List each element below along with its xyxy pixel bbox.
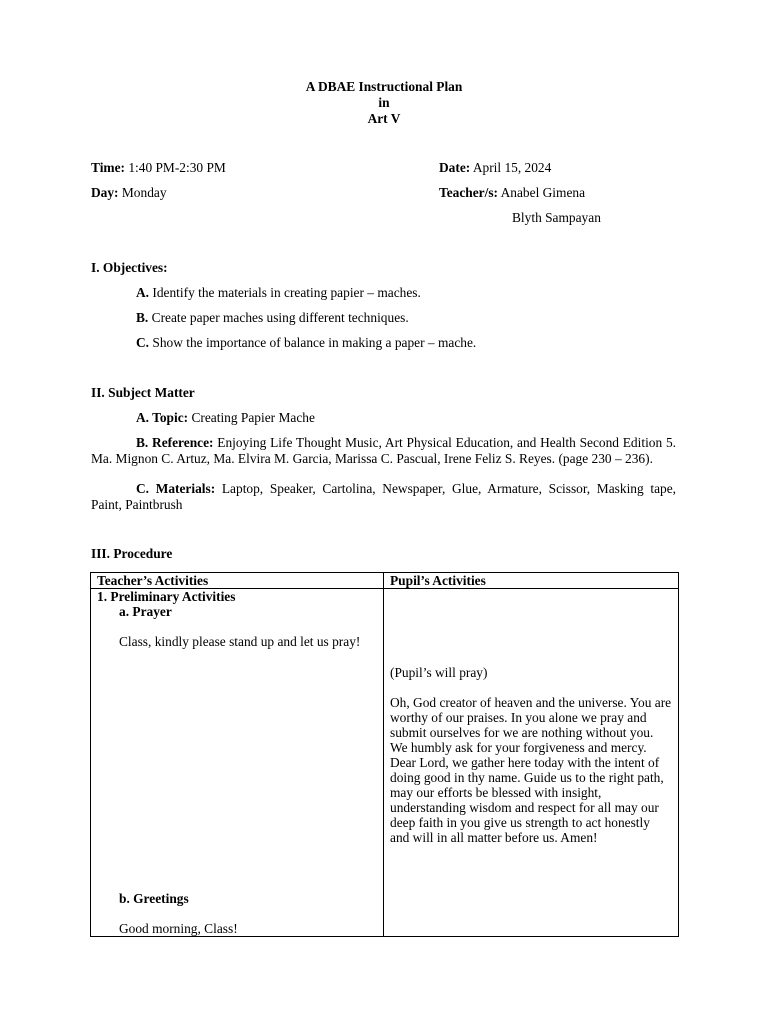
preliminary-activities-heading: 1. Preliminary Activities [97, 589, 236, 604]
objective-letter: B. [136, 310, 149, 325]
teacher-greeting: Good morning, Class! [119, 921, 238, 936]
objective-letter: A. [136, 285, 150, 300]
day-label: Day: [91, 185, 119, 200]
objectives-heading: I. Objectives: [91, 260, 168, 275]
document-subject: Art V [367, 111, 401, 126]
time-row [91, 160, 226, 176]
teacher-label: Teacher/s: [439, 185, 499, 200]
procedure-table-row [91, 589, 679, 937]
date-value: April 15, 2024 [472, 160, 552, 175]
date-row [439, 160, 551, 176]
reference-paragraph [91, 435, 676, 467]
teacher-name-2: Blyth Sampayan [512, 210, 601, 225]
procedure-table [90, 572, 679, 937]
objective-letter: C. [136, 335, 150, 350]
topic-row [136, 410, 315, 426]
materials-label: C. Materials: [136, 481, 216, 496]
teacher-activities-header: Teacher’s Activities [91, 573, 384, 589]
subject-matter-heading: II. Subject Matter [91, 385, 195, 400]
materials-paragraph [91, 481, 676, 513]
day-row [91, 185, 167, 201]
objective-item [136, 285, 421, 301]
procedure-table-header [91, 573, 679, 589]
greetings-heading: b. Greetings [119, 891, 189, 906]
day-value: Monday [121, 185, 167, 200]
teacher-name-1: Anabel Gimena [500, 185, 586, 200]
reference-label: B. Reference: [136, 435, 214, 450]
objective-text: Identify the materials in creating papier – maches. [152, 285, 421, 300]
document-title: A DBAE Instructional Plan [305, 79, 463, 94]
time-label: Time: [91, 160, 125, 175]
topic-value: Creating Papier Mache [191, 410, 315, 425]
pupil-prayer-text: Oh, God creator of heaven and the universe. You are worthy of our praises. In you alone we pray and submit ourselves for we are nothing without you. We humbly ask for your forgiveness and mercy. Dear Lord, we gather here today with the intent of doing good in thy name. Guide us to the right path, may our efforts be blessed with insight, understanding wisdom and respect for all may our deep faith in you give us strength to act honestly and will in all matter before us. Amen! [390, 695, 672, 845]
pupil-activities-header: Pupil’s Activities [384, 573, 679, 589]
objective-item [136, 310, 409, 326]
teacher-prayer-instruction: Class, kindly please stand up and let us pray! [119, 634, 361, 649]
teacher-row [439, 185, 585, 201]
objective-text: Show the importance of balance in making a paper – mache. [152, 335, 477, 350]
pupil-will-pray: (Pupil’s will pray) [390, 665, 488, 680]
procedure-heading: III. Procedure [91, 546, 173, 561]
date-label: Date: [439, 160, 471, 175]
pupil-activities-cell [384, 589, 679, 937]
time-value: 1:40 PM-2:30 PM [128, 160, 226, 175]
prayer-heading: a. Prayer [119, 604, 172, 619]
objective-item [136, 335, 476, 351]
reference-value: Enjoying Life Thought Music, Art Physical Education, and Health Second Edition 5. Ma. Mignon C. Artuz, Ma. Elvira M. Garcia, Marissa C. Pascual, Irene Feliz S. Reyes. (page 230 – 236). [91, 435, 676, 466]
teacher-activities-cell [91, 589, 384, 937]
materials-value: Laptop, Speaker, Cartolina, Newspaper, Glue, Armature, Scissor, Masking tape, Paint, Paintbrush [91, 481, 676, 512]
document-title-in: in [378, 95, 390, 110]
objective-text: Create paper maches using different techniques. [151, 310, 409, 325]
topic-label: A. Topic: [136, 410, 189, 425]
